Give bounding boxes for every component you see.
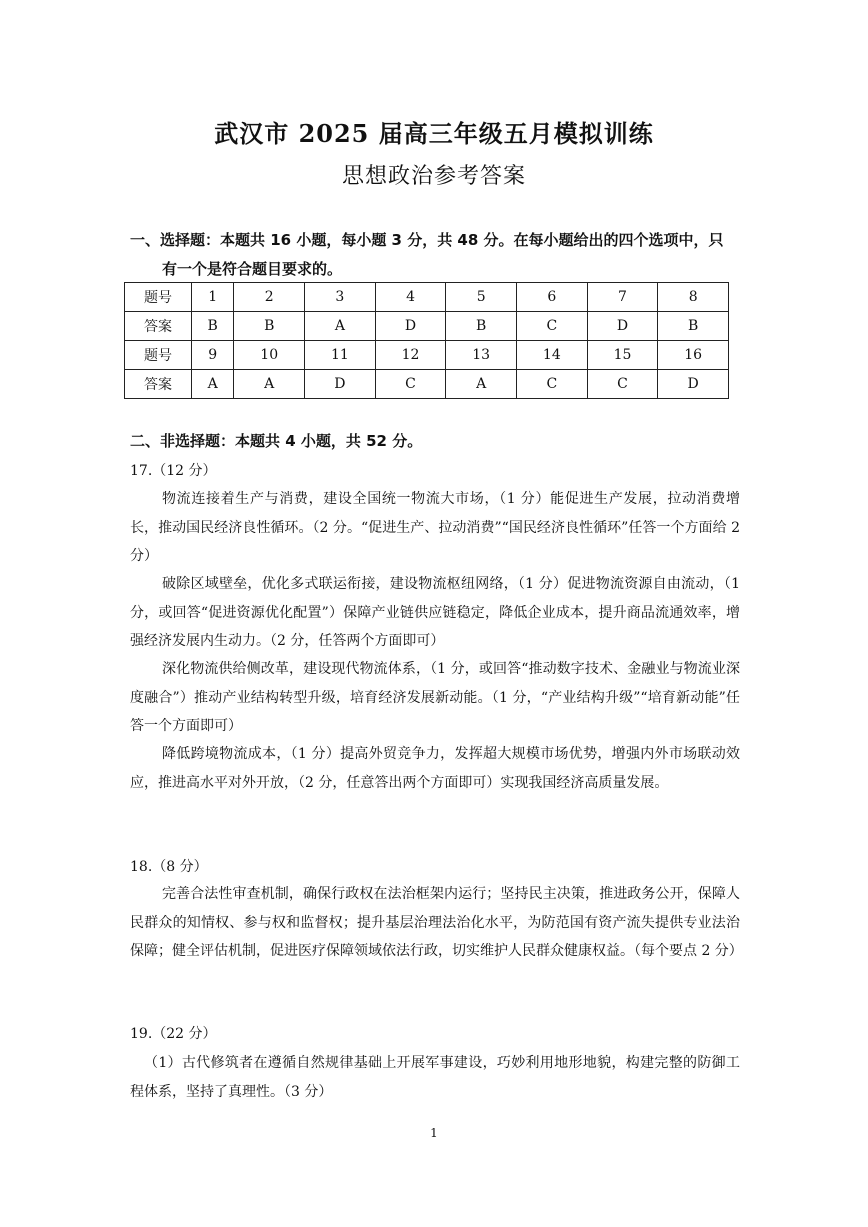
document-subtitle: 思想政治参考答案 [341, 164, 526, 189]
section-2-heading: 二、非选择题：本题共 4 小题，共 52 分。 [130, 432, 423, 450]
table-row [125, 341, 729, 370]
answer-cell: A [305, 312, 376, 341]
question-cell: 9 [192, 341, 234, 370]
question-cell: 2 [234, 283, 305, 312]
question-17-paragraph-4: 降低跨境物流成本，（1 分）提高外贸竞争力，发挥超大规模市场优势，增强内外市场联动效应，推进高水平对外开放，（2 分，任意答出两个方面即可）实现我国经济高质量发展。 [130, 746, 740, 791]
answer-cell: B [192, 312, 234, 341]
answer-cell: D [375, 312, 446, 341]
answer-cell: B [446, 312, 517, 341]
question-cell: 16 [658, 341, 729, 370]
table-row [125, 312, 729, 341]
question-cell: 7 [587, 283, 658, 312]
question-label-cell: 题号 [125, 283, 192, 312]
question-cell: 13 [446, 341, 517, 370]
answer-label-cell: 答案 [125, 312, 192, 341]
page-number: 1 [430, 1126, 438, 1140]
section-1-line-2: 有一个是符合题目要求的。 [162, 260, 343, 278]
question-cell: 5 [446, 283, 517, 312]
section-1-heading [130, 226, 750, 284]
answer-cell: A [192, 370, 234, 399]
answer-cell: C [375, 370, 446, 399]
question-cell: 4 [375, 283, 446, 312]
question-17-paragraph-3: 深化物流供给侧改革，建设现代物流体系，（1 分，或回答“推动数字技术、金融业与物流业深度融合”）推动产业结构转型升级，培育经济发展新动能。（1 分，“产业结构升级”“培育新动能”任答一个方面即可） [130, 661, 740, 734]
table-row [125, 370, 729, 399]
question-cell: 1 [192, 283, 234, 312]
question-19-paragraph: （1）古代修筑者在遵循自然规律基础上开展军事建设，巧妙利用地形地貌，构建完整的防御工程体系，坚持了真理性。（3 分） [130, 1055, 740, 1100]
document-title: 武汉市 2025 届高三年级五月模拟训练 [214, 119, 654, 148]
answer-cell: D [658, 370, 729, 399]
answer-cell: C [517, 312, 588, 341]
answer-cell: D [587, 312, 658, 341]
answer-cell: A [234, 370, 305, 399]
answer-cell: C [517, 370, 588, 399]
question-cell: 10 [234, 341, 305, 370]
answer-cell: B [658, 312, 729, 341]
question-17-paragraph-2: 破除区域壁垒，优化多式联运衔接，建设物流枢纽网络，（1 分）促进物流资源自由流动，（1 分，或回答“促进资源优化配置”）保障产业链供应链稳定，降低企业成本，提升商品流通效率，增强经济发展内生动力。（2 分，任答两个方面即可） [130, 576, 740, 649]
answer-label-cell: 答案 [125, 370, 192, 399]
answer-cell: D [305, 370, 376, 399]
question-17-paragraph-1: 物流连接着生产与消费，建设全国统一物流大市场，（1 分）能促进生产发展，拉动消费增长，推动国民经济良性循环。（2 分。“促进生产、拉动消费”“国民经济良性循环”任答一个方面给 2 分） [130, 491, 740, 564]
question-cell: 3 [305, 283, 376, 312]
question-18-heading: 18.（8 分） [130, 859, 208, 875]
question-18-paragraph: 完善合法性审查机制，确保行政权在法治框架内运行；坚持民主决策，推进政务公开，保障人民群众的知情权、参与权和监督权；提升基层治理法治化水平，为防范国有资产流失提供专业法治保障；健全评估机制，促进医疗保障领域依法行政，切实维护人民群众健康权益。（每个要点 2 分） [130, 886, 743, 959]
question-cell: 6 [517, 283, 588, 312]
answer-cell: C [587, 370, 658, 399]
answer-table [124, 282, 729, 399]
question-cell: 8 [658, 283, 729, 312]
answer-cell: B [234, 312, 305, 341]
question-label-cell: 题号 [125, 341, 192, 370]
question-17-heading: 17.（12 分） [130, 463, 217, 479]
question-cell: 15 [587, 341, 658, 370]
question-19-heading: 19.（22 分） [130, 1026, 217, 1042]
question-cell: 11 [305, 341, 376, 370]
table-row [125, 283, 729, 312]
question-cell: 12 [375, 341, 446, 370]
section-1-line-1: 一、选择题：本题共 16 小题，每小题 3 分，共 48 分。在每小题给出的四个选项中，只 [130, 231, 724, 249]
answer-cell: A [446, 370, 517, 399]
question-cell: 14 [517, 341, 588, 370]
